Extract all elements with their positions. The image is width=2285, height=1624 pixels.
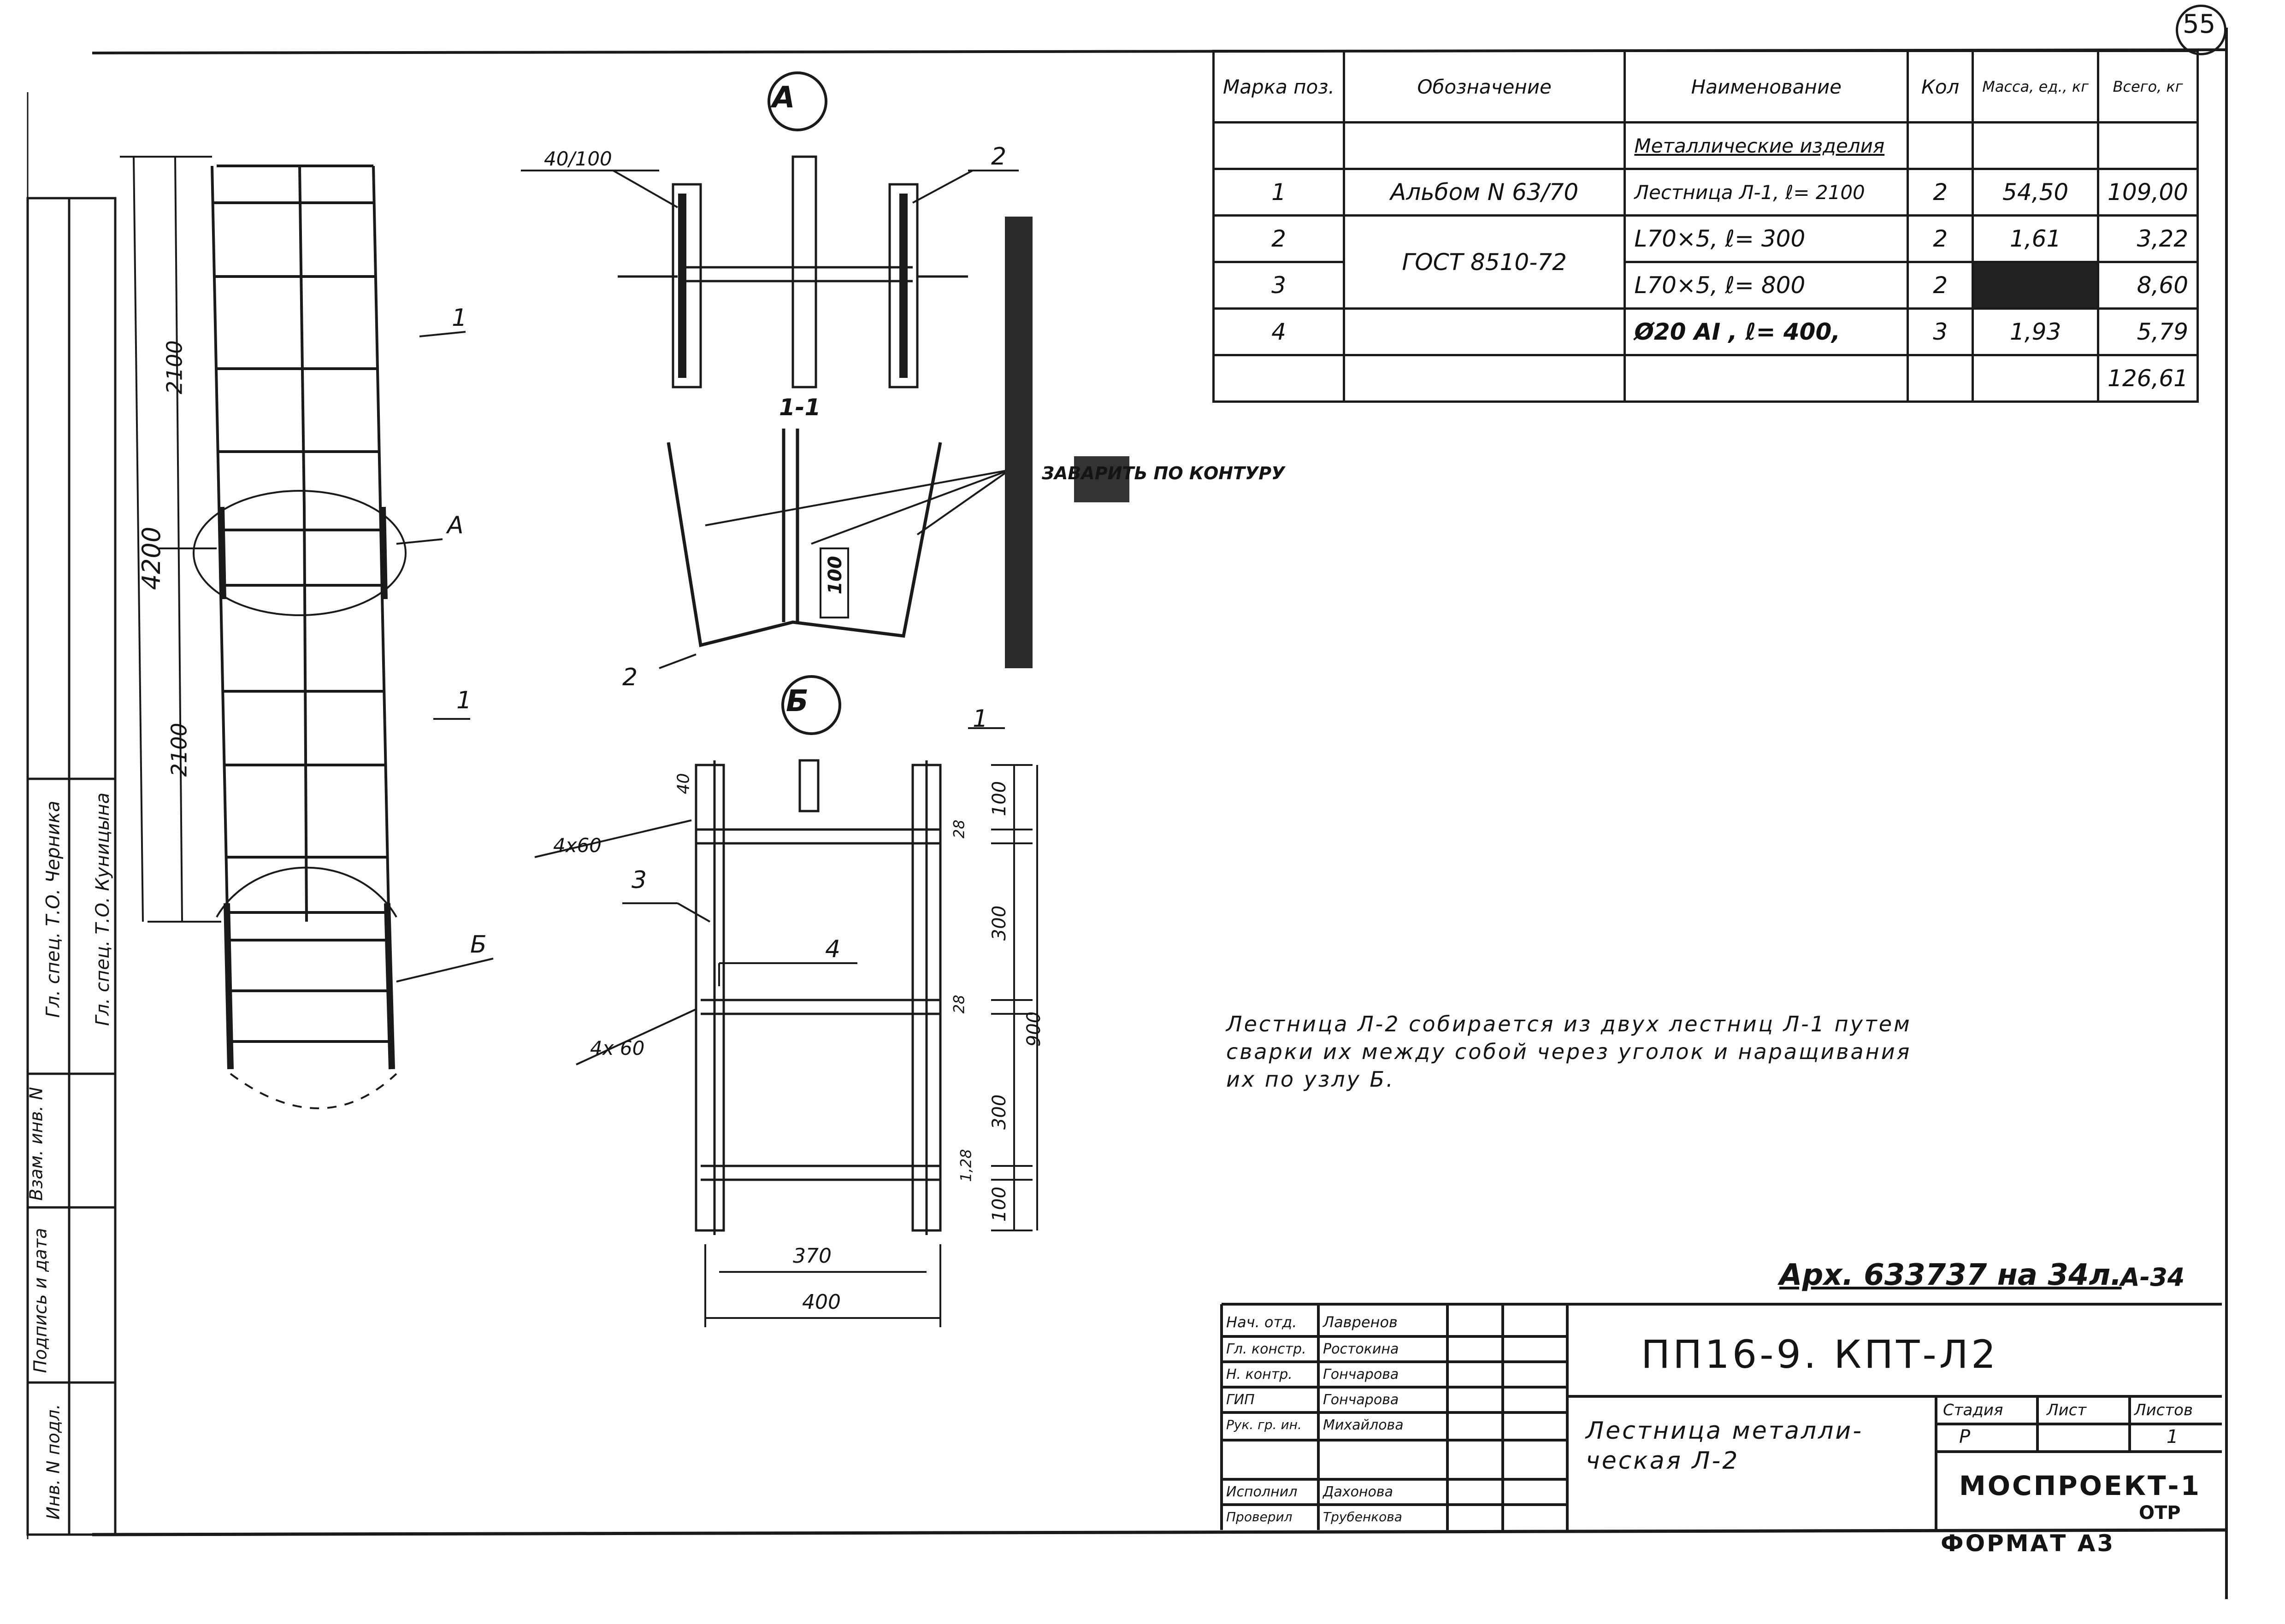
note-line-1: Лестница Л-2 собирается из двух лестниц Л-1 путем — [1226, 1012, 1912, 1036]
spec-cell-name: Ø20 AI , ℓ= 400, — [1625, 309, 1908, 355]
pos-label-1-b: 1 — [973, 705, 988, 733]
dim-b-300-2: 300 — [989, 1094, 1010, 1130]
tb-role-1: Гл. констр. — [1226, 1341, 1306, 1357]
dim-b-400: 400 — [802, 1290, 841, 1314]
dim-b-100-bot: 100 — [989, 1186, 1010, 1222]
spec-cell-qty: 2 — [1908, 169, 1973, 216]
dim-b-900: 900 — [1023, 1011, 1045, 1047]
dim-b-100-top: 100 — [989, 781, 1010, 817]
tb-role-6: Исполнил — [1226, 1484, 1298, 1500]
note-line-3: их по узлу Б. — [1226, 1067, 1395, 1092]
pos-label-1-main: 1 — [452, 304, 467, 332]
spec-header-designation: Обозначение — [1344, 51, 1624, 123]
tb-name-1: Ростокина — [1323, 1341, 1399, 1357]
spec-grand-total: 126,61 — [2098, 355, 2198, 402]
drawing-title-2: ческая Л-2 — [1586, 1447, 1740, 1475]
side-strip-label-inv: Инв. N подл. — [43, 1404, 64, 1520]
sheet-code: А-34 — [2120, 1263, 2185, 1292]
dim-b-28-2: 28 — [950, 994, 968, 1014]
tb-role-7: Проверил — [1226, 1509, 1293, 1524]
spec-cell-qty: 3 — [1908, 309, 1973, 355]
view-b-label: Б — [786, 684, 809, 718]
spec-cell-qty: 2 — [1908, 216, 1973, 262]
dim-b-28-1: 28 — [950, 819, 968, 839]
stage-value: Р — [1959, 1426, 1971, 1447]
spec-cell-total: 3,22 — [2098, 216, 2198, 262]
spec-cell-pos: 1 — [1214, 169, 1344, 216]
spec-cell-mass: 1,61 — [1973, 216, 2098, 262]
spec-cell-name: Лестница Л-1, ℓ= 2100 — [1625, 169, 1908, 216]
tb-name-4: Михайлова — [1323, 1417, 1404, 1433]
format-label: ФОРМАТ А3 — [1941, 1530, 2115, 1557]
dim-weld-b2: 4x 60 — [590, 1037, 645, 1059]
dim-b-40: 40 — [674, 773, 693, 794]
spec-cell-mass: 1,93 — [1973, 309, 2098, 355]
spec-cell-name: L70×5, ℓ= 300 — [1625, 216, 1908, 262]
department: ОТР — [2139, 1502, 2181, 1524]
callout-a-label: А — [447, 512, 464, 539]
spec-cell-qty: 2 — [1908, 262, 1973, 309]
pos-label-3: 3 — [632, 866, 647, 894]
tb-name-0: Лавренов — [1323, 1313, 1398, 1331]
section-label: 1-1 — [779, 394, 821, 421]
note-line-2: сварки их между собой через уголок и наращивания — [1226, 1039, 1912, 1064]
tb-role-3: ГИП — [1226, 1392, 1255, 1408]
project-code: ПП16-9. КПТ-Л2 — [1641, 1332, 1999, 1377]
page-number: 55 — [2183, 9, 2216, 39]
pos-label-2-section: 2 — [622, 664, 638, 691]
spec-cell-total: 5,79 — [2098, 309, 2198, 355]
spec-header-qty: Кол — [1908, 51, 1973, 123]
dim-weld-top: 40/100 — [544, 147, 612, 170]
tb-name-6: Дахонова — [1323, 1484, 1393, 1500]
drawing-title-1: Лестница металли- — [1586, 1417, 1863, 1445]
tb-role-4: Рук. гр. ин. — [1226, 1417, 1302, 1432]
spec-header-mass-unit: Масса, ед., кг — [1973, 51, 2098, 123]
dim-total-height: 4200 — [137, 526, 166, 590]
side-strip-label-sign: Подпись и дата — [30, 1228, 51, 1373]
dim-upper-height: 2100 — [162, 340, 187, 394]
section-weld-note: ЗАВАРИТЬ ПО КОНТУРУ — [1042, 463, 1285, 483]
spec-cell-total: 109,00 — [2098, 169, 2198, 216]
spec-cell-pos: 2 — [1214, 216, 1344, 262]
stage-label: Стадия — [1943, 1401, 2003, 1419]
sheet-label: Лист — [2047, 1401, 2087, 1419]
tb-role-0: Нач. отд. — [1226, 1313, 1297, 1331]
callout-b-label: Б — [470, 931, 487, 959]
pos-label-1-side: 1 — [456, 687, 472, 714]
view-a-label: А — [772, 81, 795, 115]
tb-name-3: Гончарова — [1323, 1392, 1399, 1408]
spec-cell-designation: ГОСТ 8510-72 — [1344, 216, 1624, 309]
side-strip-row-1: Гл. спец. Т.О. Черника — [42, 800, 64, 1018]
section-dim-100: 100 — [824, 556, 846, 594]
spec-cell-pos: 4 — [1214, 309, 1344, 355]
spec-section-title: Металлические изделия — [1625, 123, 1908, 169]
dim-b-300-1: 300 — [989, 905, 1010, 941]
spec-cell-name: L70×5, ℓ= 800 — [1625, 262, 1908, 309]
side-strip-row-2: Гл. спец. Т.О. Куницына — [92, 792, 114, 1026]
dim-lower-height: 2100 — [166, 723, 192, 777]
spec-header-name: Наименование — [1625, 51, 1908, 123]
tb-name-2: Гончарова — [1323, 1366, 1399, 1383]
spec-header-mark: Марка поз. — [1214, 51, 1344, 123]
archive-note: Арх. 633737 на 34л. — [1779, 1258, 2122, 1292]
dim-b-370: 370 — [793, 1244, 832, 1268]
dim-b-28-3: 1,28 — [957, 1149, 975, 1182]
spec-cell-total: 8,60 — [2098, 262, 2198, 309]
pos-label-2-a: 2 — [991, 143, 1007, 171]
sheets-label: Листов — [2134, 1401, 2193, 1419]
tb-role-2: Н. контр. — [1226, 1366, 1293, 1383]
tb-name-7: Трубенкова — [1323, 1509, 1402, 1524]
dim-weld-b1: 4x60 — [553, 834, 602, 857]
spec-cell-mass: 54,50 — [1973, 169, 2098, 216]
organization: МОСПРОЕКТ-1 — [1959, 1470, 2201, 1501]
spec-cell-designation: Альбом N 63/70 — [1344, 169, 1624, 216]
spec-cell-pos: 3 — [1214, 262, 1344, 309]
sheets-value: 1 — [2167, 1426, 2179, 1447]
side-strip-label-replace: Взам. инв. N — [26, 1087, 47, 1201]
pos-label-4: 4 — [825, 936, 841, 963]
spec-header-mass-total: Всего, кг — [2098, 51, 2198, 123]
